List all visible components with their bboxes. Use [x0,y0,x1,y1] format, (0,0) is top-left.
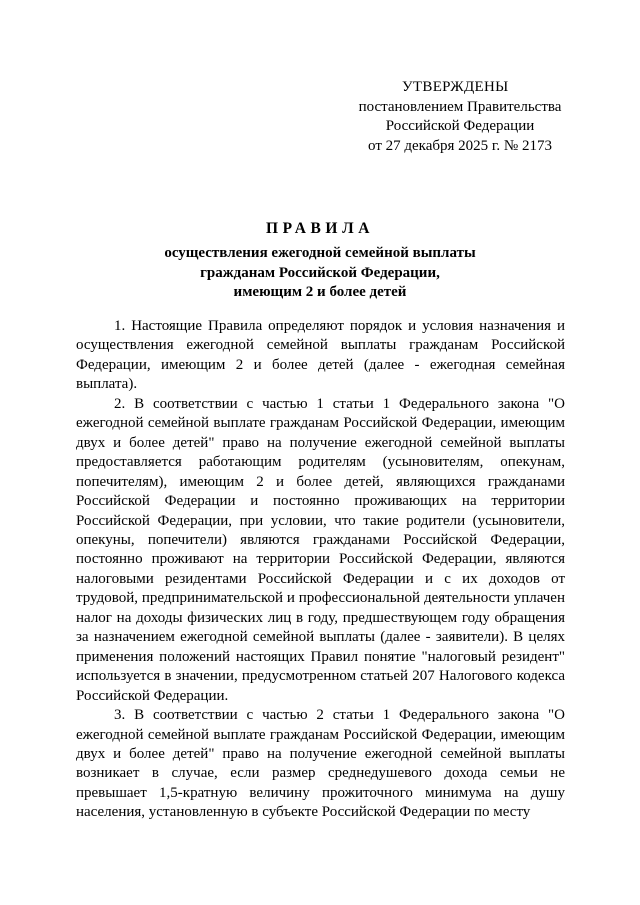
subtitle-line-2: гражданам Российской Федерации, [200,264,440,281]
approval-line-2: Российской Федерации [385,118,535,134]
paragraph-3: 3. В соответствии с частью 2 статьи 1 Федерального закона "О ежегодной семейной выплате гражданам Российской Федерации, имеющим двух и более детей" право на получение ежегодной семейной выплаты возникает в случае, если размер среднедушевого дохода семьи не превышает 1,5-кратную величину прожиточного минимума на душу населения, установленную в субъекте Российской Федерации по месту [76,707,565,821]
approval-heading: УТВЕРЖДЕНЫ [402,79,509,95]
approval-block [330,78,590,156]
approval-line-3: от 27 декабря 2025 г. № 2173 [368,137,552,154]
paragraph-1: 1. Настоящие Правила определяют порядок и условия назначения и осуществления ежегодной семейной выплаты гражданам Российской Федерации, имеющим 2 и более детей (далее - ежегодная семейная выплата). [76,318,565,393]
approval-line-1: постановлением Правительства [358,98,562,115]
subtitle-line-3: имеющим 2 и более детей [233,284,407,300]
document-title: ПРАВИЛА [265,220,375,237]
document-body [76,317,565,823]
subtitle-line-1: осуществления ежегодной семейной выплаты [164,245,476,261]
paragraph-2: 2. В соответствии с частью 1 статьи 1 Федерального закона "О ежегодной семейной выплате гражданам Российской Федерации, имеющим двух и более детей" право на получение ежегодной семейной выплаты предоставляется работающим родителям (усыновителям, опекунам, попечителям), имеющим 2 и более детей, являющихся гражданами Российской Федерации и постоянно проживающих на территории Российской Федерации, при условии, что такие родители (усыновители, опекуны, попечители) являются гражданами Российской Федерации, постоянно проживают на территории Российской Федерации, являются налоговыми резидентами Российской Федерации и с их доходов от трудовой, предпринимательской и профессиональной деятельности уплачен налог на доходы физических лиц в году, предшествующем году обращения за назначением ежегодной семейной выплаты (далее - заявители). В целях применения положений настоящих Правил понятие "налоговый резидент" используется в значении, предусмотренном статьей 207 Налогового кодекса Российской Федерации. [76,395,565,704]
document-subtitle [0,244,640,303]
